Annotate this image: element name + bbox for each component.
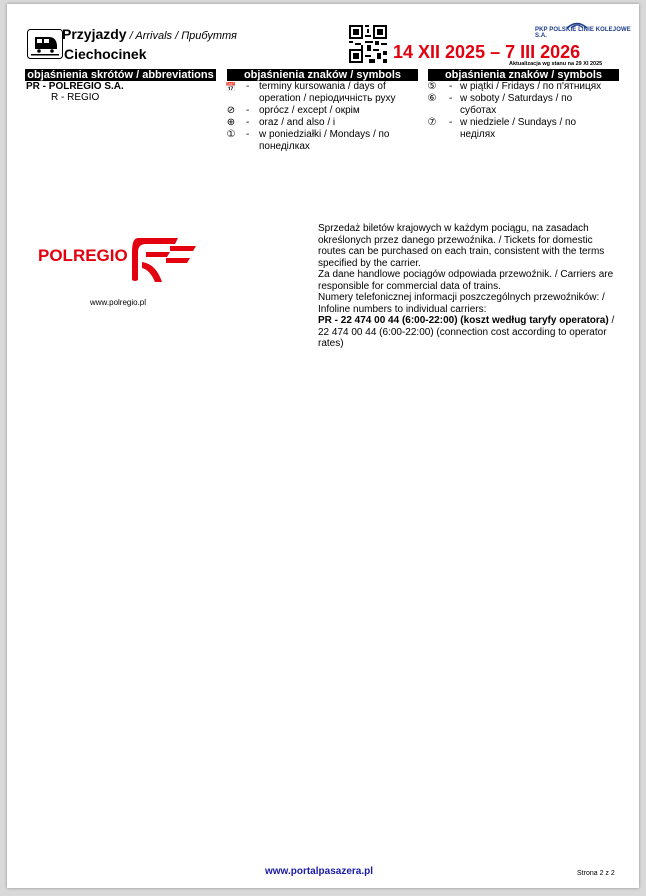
symbols-heading-left: objaśnienia znaków / symbols xyxy=(227,69,418,81)
info-paragraph: Sprzedaż biletów krajowych w każdym pociągu, na zasadach określonych przez danego przewoźnika. / Tickets for domestic routes can be purchased on each train, consistent with the terms specified by the carrier. xyxy=(318,223,605,269)
page-number: Strona 2 z 2 xyxy=(577,870,615,877)
info-paragraph xyxy=(318,315,623,350)
symbol-description: oprócz / except / окрім xyxy=(259,105,360,116)
timetable-page xyxy=(7,4,639,888)
polregio-logo xyxy=(38,232,198,284)
symbol-description: w piątki / Fridays / по п'ятницях xyxy=(460,81,602,92)
pkp-logo-text: PKP POLSKIE LINIE KOLEJOWE S.A. xyxy=(535,27,631,39)
symbol-dash: - xyxy=(246,105,250,116)
validity-date-range: 14 XII 2025 – 7 III 2026 xyxy=(393,42,581,62)
infoline-note: / 22 474 00 44 (6:00-22:00) (connection cost according to operator rates) xyxy=(318,315,615,349)
and-also-icon: ⊕ xyxy=(226,117,236,128)
sunday-icon: ⑦ xyxy=(427,117,437,128)
symbol-description: terminy kursowania / days of operation / періодичність руху xyxy=(259,81,396,104)
info-paragraph: Numery telefonicznej informacji poszczególnych przewoźników: / Infoline numbers to individual carriers: xyxy=(318,292,605,315)
symbol-row xyxy=(426,117,626,143)
symbol-row xyxy=(225,129,425,155)
symbol-dash: - xyxy=(246,129,250,140)
abbreviations-heading: objaśnienia skrótów / abbreviations xyxy=(25,69,216,81)
qr-code-icon xyxy=(349,25,387,63)
abbreviation-item: PR - POLREGIO S.A. xyxy=(26,81,124,92)
calendar-icon: 📅 xyxy=(225,82,237,92)
train-icon xyxy=(27,29,63,59)
except-icon: ⊘ xyxy=(226,105,236,116)
carrier-url[interactable]: www.polregio.pl xyxy=(90,298,147,307)
info-paragraph: Za dane handlowe pociągów odpowiada przewoźnik. / Carriers are responsible for commercial data of trains. xyxy=(318,269,614,292)
symbol-row xyxy=(225,117,425,129)
footer-link[interactable]: www.portalpasazera.pl xyxy=(265,866,373,877)
ticket-info xyxy=(318,223,623,350)
symbols-heading-right: objaśnienia znaków / symbols xyxy=(428,69,619,81)
symbol-row xyxy=(426,93,626,119)
symbol-row xyxy=(225,105,425,117)
friday-icon: ⑤ xyxy=(427,81,437,92)
symbol-description: w poniedziałki / Mondays / по понеділках xyxy=(259,129,390,152)
symbol-dash: - xyxy=(449,93,453,104)
symbol-row xyxy=(426,81,626,93)
update-note: Aktualizacja wg stanu na 29 XI 2025 xyxy=(509,61,603,67)
symbol-description: w niedziele / Sundays / по неділях xyxy=(460,117,577,140)
infoline-number: PR - 22 474 00 44 (6:00-22:00) (koszt według taryfy operatora) xyxy=(318,315,609,326)
symbol-dash: - xyxy=(246,117,250,128)
polregio-logo-text: POLREGIO xyxy=(38,246,128,265)
title-bold: Przyjazdy xyxy=(62,26,127,42)
symbol-dash: - xyxy=(449,117,453,128)
symbol-row xyxy=(225,81,425,107)
symbol-description: w soboty / Saturdays / по суботах xyxy=(460,93,573,116)
symbol-description: oraz / and also / і xyxy=(259,117,336,128)
saturday-icon: ⑥ xyxy=(427,93,437,104)
symbol-dash: - xyxy=(246,81,250,92)
page-title xyxy=(62,26,237,42)
abbreviation-item: R - REGIO xyxy=(51,92,100,103)
monday-icon: ① xyxy=(226,129,236,140)
title-italic: / Arrivals / Прибуття xyxy=(126,30,237,42)
symbol-dash: - xyxy=(449,81,453,92)
station-name: Ciechocinek xyxy=(64,46,147,62)
